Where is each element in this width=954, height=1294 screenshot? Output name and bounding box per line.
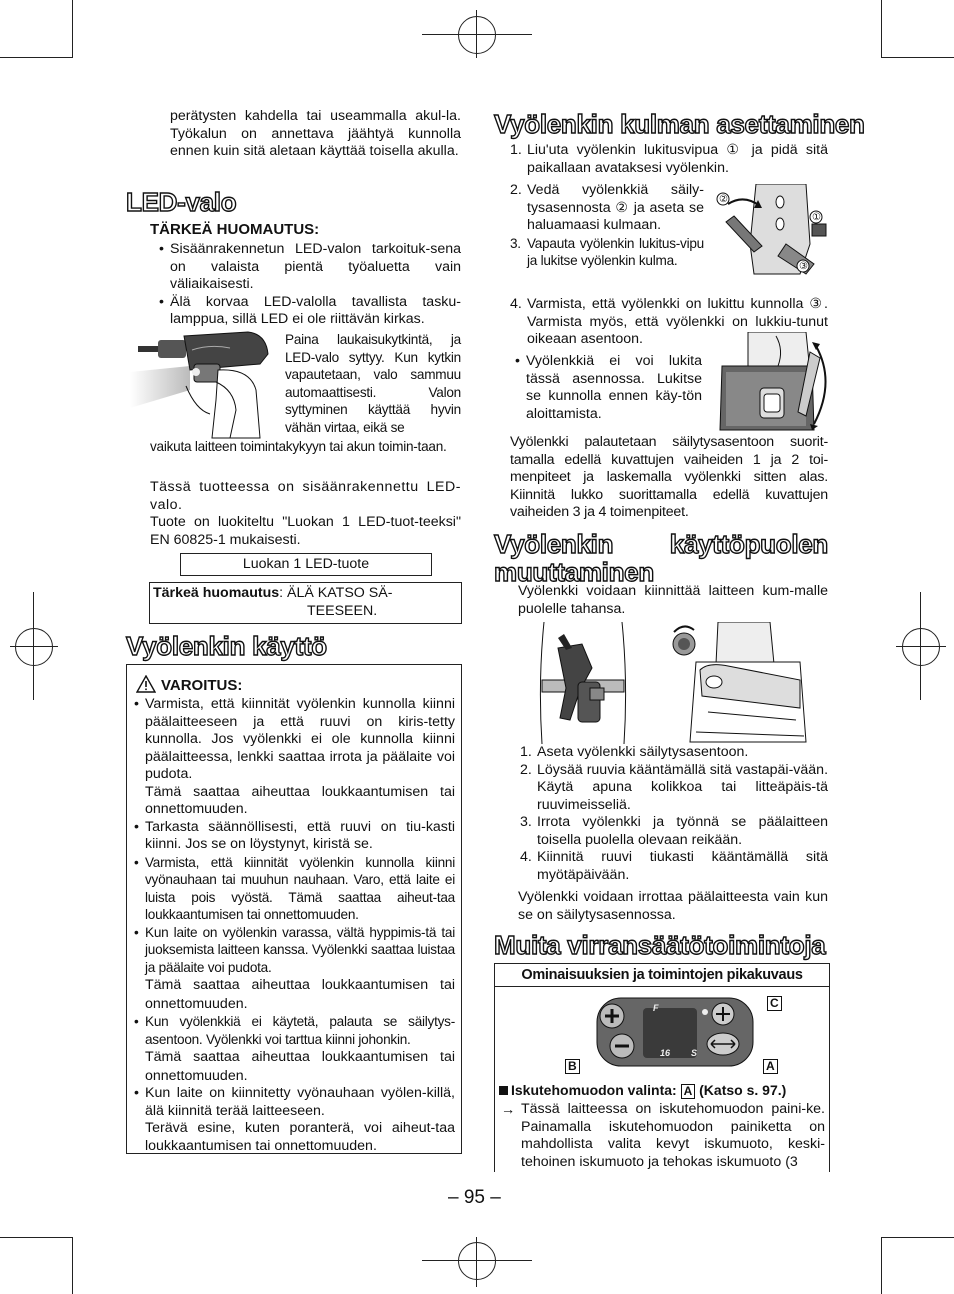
list-item: 3. Irrota vyölenkki ja työnnä se päälaitteen toisella puolella olevaan reikään. (520, 814, 828, 848)
important-heading: TÄRKEÄ HUOMAUTUS: (150, 221, 320, 238)
warning-list (133, 696, 455, 1155)
important-list (158, 241, 461, 329)
led-side-text: Paina laukaisukytkintä, ja LED-valo syttyy. Kun kytkin vapautetaan, valo sammuu automaattisesti. Valon syttyminen käyttää hyvin vähän virtaa, eikä se (285, 332, 461, 435)
class-label-box: Luokan 1 LED-tuote (180, 553, 432, 576)
summary-heading: Ominaisuuksien ja toimintojen pikakuvaus (495, 964, 829, 987)
list-item: 1. Aseta vyölenkki säilytysasentoon. (520, 744, 749, 760)
notice-text: : ÄLÄ KATSO SÄ- (279, 585, 393, 601)
angle-steps-2 (510, 182, 704, 270)
panel-16-label: 16 (660, 1048, 671, 1058)
led-section-title: LED-valo (126, 187, 237, 217)
belt-section-title: Vyölenkin käyttö (126, 631, 327, 661)
notice-text-2: TEESEEN. (307, 603, 378, 619)
list-item: • Sisäänrakennetun LED-valon tarkoituk-sena on valaista pientä työaluetta vain väliaikaisesti. (158, 241, 461, 294)
side-steps (520, 744, 828, 884)
warning-icon (136, 675, 156, 693)
other-functions-title: Muita virransäätötoimintoja (494, 930, 826, 960)
square-bullet-icon (499, 1086, 508, 1095)
list-item: 3. Vapauta vyölenkin lukitus-vipu ja lukitse vyölenkin kulma. (510, 235, 704, 268)
list-item: • Kun laite on kiinnitetty vyönauhaan vyölen-killä, älä kiinnitä terää laitteeseen. Terävä esine, kuten poranterä, voi aiheut-taa loukkaantumisen tai onnettomuuden. (133, 1085, 455, 1155)
arrow-icon: → (501, 1102, 516, 1118)
list-item: • Varmista, että kiinnität vyölenkin kunnolla kiinni vyönauhaan tai muuhun nauhaan. Varo, että laite ei luista pois vyöstä. Tämä saattaa aiheut-taa loukkaantumisen tai onnettomuuden. (133, 854, 455, 924)
list-item: 1. Liu'uta vyölenkin lukitusvipua ① ja pidä sitä paikallaan avataksesi vyölenkin. (510, 142, 828, 176)
list-item: • Vyölenkkiä ei voi lukita tässä asennossa. Lukitse se kunnolla ennen käy-tön aloittamista. (514, 353, 702, 423)
list-item: • Älä korvaa LED-valolla tavallista tasku-lamppua, sillä LED ei ole riittävän kirkas. (158, 294, 461, 329)
belt-clip-lock-illustration (718, 332, 832, 432)
callout-3: ③ (799, 261, 808, 272)
control-panel-illustration (595, 994, 755, 1070)
warning-box (126, 664, 462, 1154)
list-item: 4. Kiinnitä ruuvi tiukasti kääntämällä sitä myötäpäivään. (520, 849, 828, 883)
angle-section-title: Vyölenkin kulman asettaminen (494, 109, 865, 139)
list-item: 2. Löysää ruuvia kääntämällä sitä vastapäi-vään. Käytä apuna kolikkoa tai litteäpäis-tä ruuvimeisseliä. (520, 761, 829, 813)
notice-box (149, 582, 462, 624)
return-paragraph: Vyölenkki palautetaan säilytysasentoon suorit-tamalla edellä kuvattujen vaiheiden 1 ja 2 toi-menpiteet ja laskemalla vyölenkki sitten alas. Kiinnitä lukko suorittamalla edellä kuvattujen vaiheiden 3 ja 4 toimenpiteet. (510, 434, 828, 520)
summary-box (494, 963, 830, 1172)
intro-paragraph: perätysten kahdella tai useammalla akul-la. Työkalun on annettava jäähtyä kunnolla ennen kuin sitä aletaan käyttää toisella akulla. (170, 108, 461, 159)
page-number: – 95 – (448, 1187, 501, 1208)
angle-note-list (514, 353, 702, 423)
panel-f-label: F (653, 1003, 659, 1013)
callout-2: ② (719, 194, 728, 205)
label-b: B (565, 1059, 580, 1074)
notice-label: Tärkeä huomautus (153, 585, 280, 601)
led-continued-text: vaikuta laitteen toimintakykyyn tai akun toimin-taan. (150, 439, 447, 454)
side-section-title: Vyölenkin käyttöpuolen muuttaminen (494, 529, 828, 587)
list-item: 4. Varmista, että vyölenkki on lukittu kunnolla ③. Varmista myös, että vyölenkki on lukkiu-tunut oikeaan asentoon. (510, 296, 828, 347)
label-c: C (767, 996, 782, 1011)
panel-s-label: S (691, 1048, 698, 1058)
impact-text: Tässä laitteessa on iskutehomuodon paini-ke. Painamalla iskutehomuodon painiketta on mahdollista valita kevyt iskumuoto, keski-tehoinen iskumuoto ja tehokas iskumuoto (3 (521, 1101, 825, 1170)
screw-removal-illustration (668, 622, 832, 746)
list-item: • Kun vyölenkkiä ei käytetä, palauta se säilytys-asentoon. Vyölenkki voi tarttua kiinni johonkin. Tämä saattaa aiheuttaa loukkaantumisen tai onnettomuuden. (133, 1013, 455, 1085)
tool-on-belt-illustration (538, 622, 628, 744)
side-intro: Vyölenkki voidaan kiinnittää laitteen kum-malle puolelle tahansa. (518, 583, 828, 617)
list-item: 2. Vedä vyölenkkiä säily-tysasennosta ② ja aseta se haluamaasi kulmaan. (510, 182, 704, 233)
list-item: • Tarkasta säännöllisesti, että ruuvi on tiu-kasti kiinni. Jos se on löystynyt, kiristä se. (133, 819, 455, 854)
list-item: • Kun laite on vyölenkin varassa, vältä hyppimis-tä tai juoksemista laitteen kanssa. Vyölenkki saattaa luistaa ja päälaite voi pudota. Tämä saattaa aiheuttaa loukkaantumisen tai onnettomuuden. (133, 924, 455, 1014)
callout-1: ① (812, 212, 821, 223)
list-item: • Varmista, että kiinnität vyölenkin kunnolla kiinni päälaitteeseen ja että ruuvi on kiris-tetty kunnolla. Jos vyölenkki ei ole kunnolla kiinni päälaitteessa, lenkki saattaa irrota ja päälaite voi pudota. Tämä saattaa aiheuttaa loukkaantumisen tai onnettomuuden. (133, 696, 455, 819)
warning-heading: VAROITUS: (161, 677, 243, 694)
belt-clip-angle-illustration (714, 184, 830, 276)
impact-heading-line: Iskutehomuodon valinta: A (Katso s. 97.) (499, 1082, 786, 1100)
led-class-text: Tuote on luokiteltu "Luokan 1 LED-tuot-teeksi" EN 60825-1 mukaisesti. (150, 514, 461, 548)
angle-steps-1 (510, 142, 828, 177)
label-a: A (763, 1059, 778, 1074)
side-outro: Vyölenkki voidaan irrottaa päälaitteesta vain kun se on säilytysasennossa. (518, 889, 828, 923)
drill-led-illustration (130, 330, 282, 442)
led-product-text: Tässä tuotteessa on sisäänrakennettu LED-valo. (150, 479, 461, 513)
